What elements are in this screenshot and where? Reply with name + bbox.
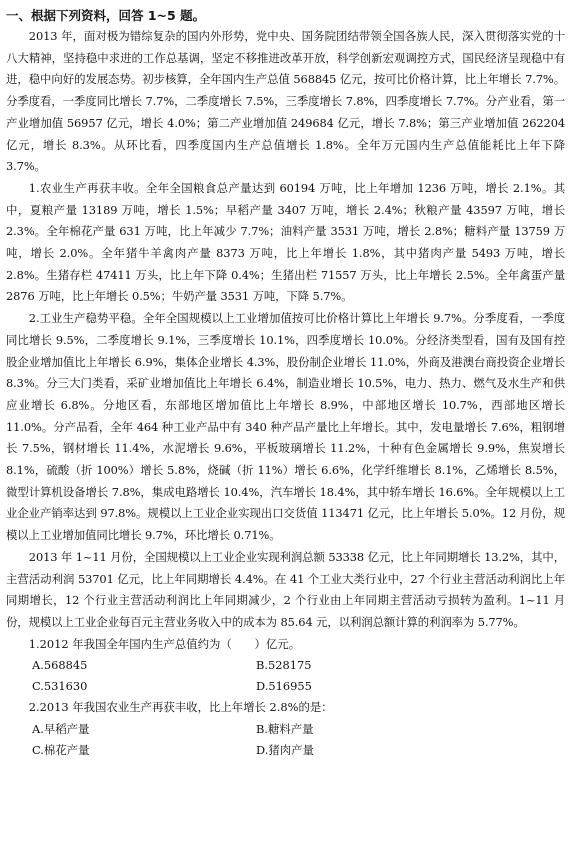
answer-options <box>6 655 565 697</box>
option-b[interactable]: B.糖料产量 <box>256 721 314 736</box>
question-stem: 1.2012 年我国全年国内生产总值约为（ ）亿元。 <box>28 636 301 651</box>
question-1 <box>6 634 565 698</box>
paragraph-overview: 2013 年，面对极为错综复杂的国内外形势，党中央、国务院团结带领全国各族人民，深入贯彻落实党的十八大精神，坚持稳中求进的工作总基调，坚定不移推进改革开放，科学创新宏观调控方式，国民经济呈现稳中有进，稳中向好的发展态势。初步核算，全年国内生产总值 568845 亿元，按可比价格计算，比上年增长 7.7%。分季度看，一季度同比增长 7.7%，二季度增长 7.5%，三季度增长 7.8%，四季度增长 7.7%。分产业看，第一产业增加值 56957 亿元，增长 4.0%；第二产业增加值 249684 亿元，增长 7.8%；第三产业增加值 262204 亿元，增长 8.3%。从环比看，四季度国内生产总值增长 1.8%。全年万元国内生产总值能耗比上年下降 3.7%。 <box>6 29 565 174</box>
option-a[interactable]: A.568845 <box>32 657 88 672</box>
option-b[interactable]: B.528175 <box>256 657 312 672</box>
paragraph-profits: 2013 年 1~11 月份，全国规模以上工业企业实现利润总额 53338 亿元，比上年同期增长 13.2%，其中，主营活动利润 53701 亿元，比上年同期增长 4.4%。在 41 个工业大类行业中，27 个行业主营活动利润比上年同期增长，12 个行业主营活动利润比上年同期减少，2 个行业由上年同期主营活动亏损转为盈利。1~11 月份，规模以上工业企业每百元主营业务收入中的成本为 85.64 元，以利润总额计算的利润率为 5.77%。 <box>6 549 565 629</box>
paragraph-agriculture: 1.农业生产再获丰收。全年全国粮食总产量达到 60194 万吨，比上年增加 1236 万吨，增长 2.1%。其中，夏粮产量 13189 万吨，增长 1.5%；早稻产量 3407 万吨，增长 2.4%；秋粮产量 43597 万吨，增长 2.3%。全年棉花产量 631 万吨，比上年减少 7.7%；油料产量 3531 万吨，增长 2.8%；糖料产量 13759 万吨，增长 2.0%。全年猪牛羊禽肉产量 8373 万吨，比上年增长 1.8%，其中猪肉产量 5493 万吨，增长 2.8%。生猪存栏 47411 万头，比上年下降 0.4%；生猪出栏 71557 万头，比上年增长 2.5%。全年禽蛋产量 2876 万吨，比上年增长 0.5%；牛奶产量 3531 万吨，下降 5.7%。 <box>6 180 565 304</box>
question-stem: 2.2013 年我国农业生产再获丰收，比上年增长 2.8%的是： <box>28 700 333 715</box>
option-d[interactable]: D.516955 <box>256 679 312 694</box>
option-a[interactable]: A.早稻产量 <box>32 721 90 736</box>
paragraph-industry: 2.工业生产稳势平稳。全年全国规模以上工业增加值按可比价格计算比上年增长 9.7%。分季度看，一季度同比增长 9.5%，二季度增长 9.1%，三季度增长 10.1%，四季度增长 10.0%。分经济类型看，国有及国有控股企业增加值比上年增长 6.9%，集体企业增长 4.3%，股份制企业增长 11.0%，外商及港澳台商投资企业增长 8.3%。分三大门类看，采矿业增加值比上年增长 6.4%，制造业增长 10.5%，电力、热力、燃气及水生产和供应业增长 6.8%。分地区看，东部地区增加值比上年增长 8.9%，中部地区增长 10.7%，西部地区增长 11.0%。分产品看，全年 464 种工业产品中有 340 种产品产量比上年增长。其中，发电量增长 7.6%，粗钢增长 7.5%，钢材增长 11.4%，水泥增长 9.6%，平板玻璃增长 11.2%，十种有色金属增长 9.9%，焦炭增长 8.1%，硫酸（折 100%）增长 5.8%，烧碱（折 11%）增长 6.6%，化学纤维增长 8.1%，乙烯增长 8.5%，微型计算机设备增长 7.8%，集成电路增长 10.4%，汽车增长 18.4%，其中轿车增长 16.6%。全年规模以上工业企业产销率达到 97.8%。规模以上工业企业实现出口交货值 113471 亿元，比上年增长 5.0%。12 月份，规模以上工业增加值同比增长 9.7%，环比增长 0.71%。 <box>6 311 565 543</box>
question-2 <box>6 697 565 761</box>
option-c[interactable]: C.531630 <box>32 679 88 694</box>
option-c[interactable]: C.棉花产量 <box>32 742 90 757</box>
answer-options <box>6 719 565 761</box>
section-heading: 一、根据下列资料，回答 1~5 题。 <box>6 8 206 23</box>
option-d[interactable]: D.猪肉产量 <box>256 742 314 757</box>
